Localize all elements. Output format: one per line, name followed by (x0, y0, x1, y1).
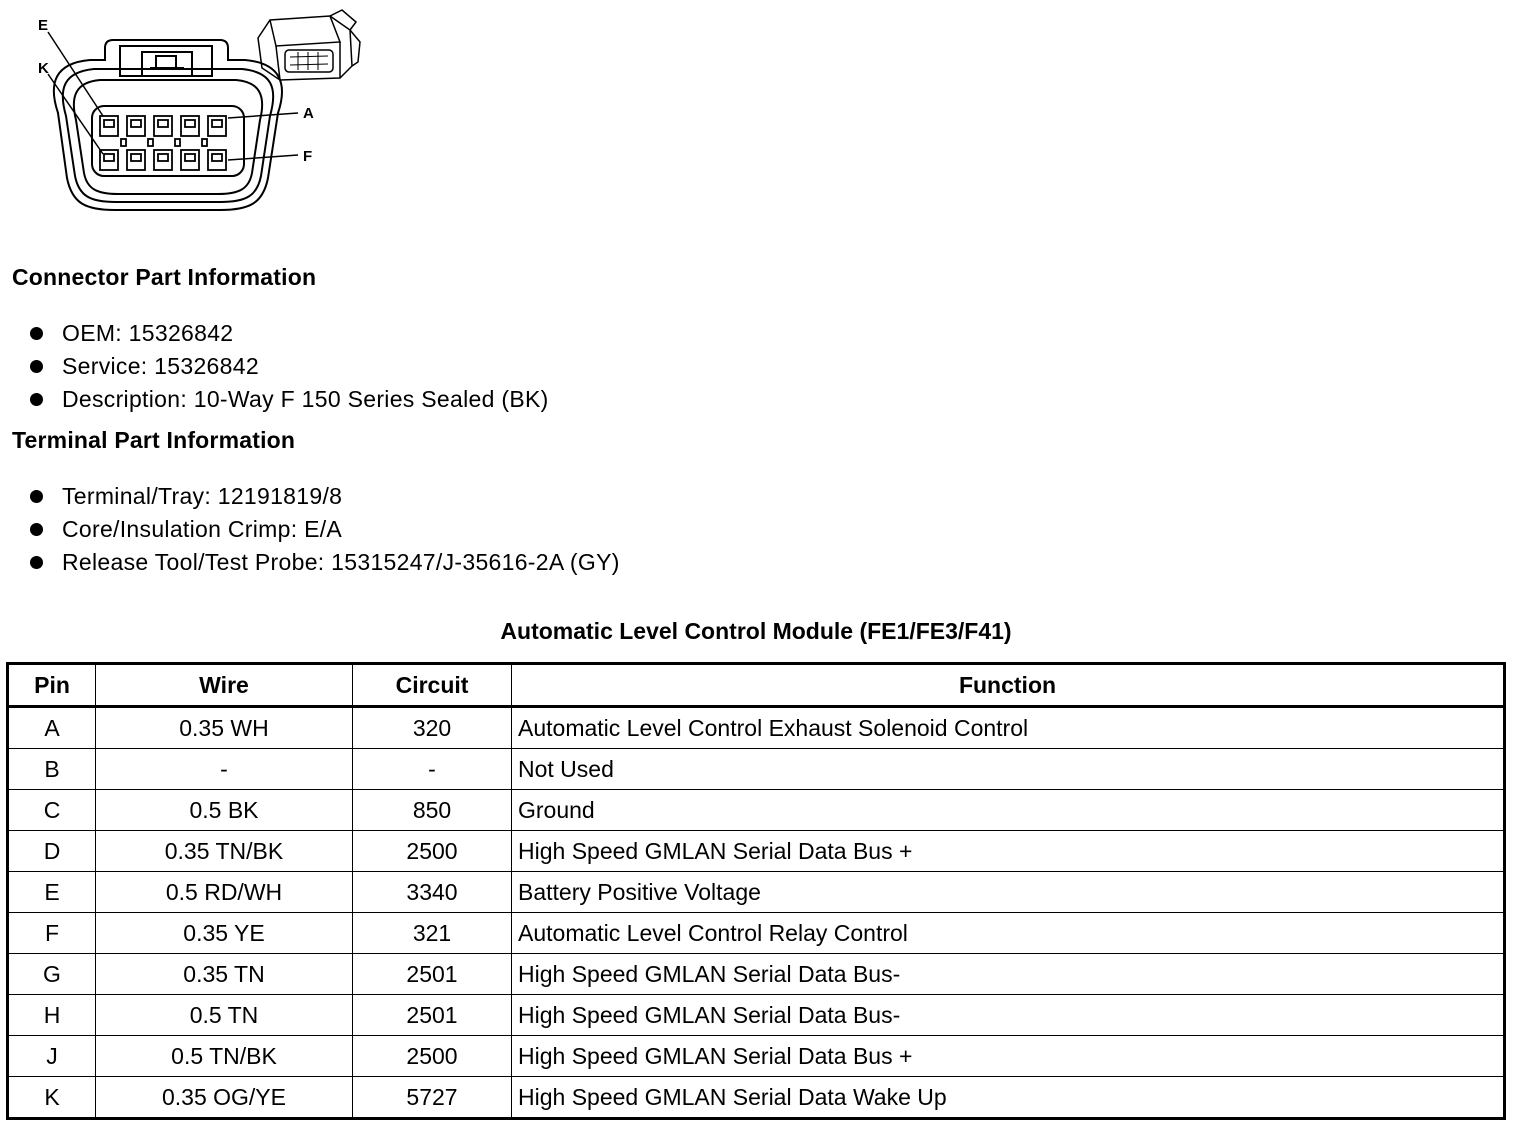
list-item: Service: 15326842 (28, 350, 549, 383)
terminal-part-info-list (28, 480, 620, 579)
wire-cell: 0.5 BK (96, 790, 353, 831)
list-item: Terminal/Tray: 12191819/8 (28, 480, 620, 513)
list-item: OEM: 15326842 (28, 317, 549, 350)
terminal-cavity-inner (212, 120, 222, 127)
wire-cell: 0.5 TN (96, 995, 353, 1036)
circuit-cell: 2501 (353, 954, 512, 995)
wire-cell: 0.35 TN (96, 954, 353, 995)
label-k: K (38, 60, 49, 77)
circuit-cell: - (353, 749, 512, 790)
function-cell: High Speed GMLAN Serial Data Wake Up (512, 1077, 1505, 1119)
terminal-cavity-inner (158, 154, 168, 161)
table-row (8, 995, 1505, 1036)
pin-cell: E (8, 872, 96, 913)
column-header-pin: Pin (8, 664, 96, 707)
table-row (8, 1077, 1505, 1119)
pin-cell: F (8, 913, 96, 954)
cavity-key (148, 139, 153, 146)
table-row (8, 707, 1505, 749)
wire-cell: 0.35 OG/YE (96, 1077, 353, 1119)
callout-line-k (48, 74, 103, 154)
table-title: Automatic Level Control Module (FE1/FE3/F41) (500, 618, 1012, 644)
cavity-key (175, 139, 180, 146)
circuit-cell: 320 (353, 707, 512, 749)
circuit-cell: 5727 (353, 1077, 512, 1119)
pin-cell: B (8, 749, 96, 790)
table-row (8, 749, 1505, 790)
pin-cell: H (8, 995, 96, 1036)
list-item: Description: 10-Way F 150 Series Sealed (BK) (28, 383, 549, 416)
pin-cell: K (8, 1077, 96, 1119)
table-row (8, 790, 1505, 831)
connector-part-info-list (28, 317, 549, 416)
function-cell: Ground (512, 790, 1505, 831)
function-cell: High Speed GMLAN Serial Data Bus + (512, 1036, 1505, 1077)
wire-cell: 0.35 TN/BK (96, 831, 353, 872)
table-row (8, 872, 1505, 913)
label-f: F (303, 148, 313, 165)
wire-cell: 0.35 WH (96, 707, 353, 749)
circuit-cell: 2500 (353, 831, 512, 872)
list-item: Release Tool/Test Probe: 15315247/J-35616-2A (GY) (28, 546, 620, 579)
pin-cell: A (8, 707, 96, 749)
pin-cell: D (8, 831, 96, 872)
function-cell: Automatic Level Control Exhaust Solenoid Control (512, 707, 1505, 749)
bullet-icon (30, 360, 43, 373)
pin-cell: J (8, 1036, 96, 1077)
callout-line-a (228, 113, 298, 118)
terminal-cavity-inner (158, 120, 168, 127)
column-header-function: Function (512, 664, 1505, 707)
bullet-icon (30, 327, 43, 340)
terminal-cavity-inner (185, 154, 195, 161)
function-cell: Battery Positive Voltage (512, 872, 1505, 913)
table-row (8, 831, 1505, 872)
terminal-cavity-inner (131, 120, 141, 127)
table-row (8, 913, 1505, 954)
bullet-icon (30, 393, 43, 406)
table-header-row (8, 664, 1505, 707)
pin-cell: C (8, 790, 96, 831)
connector-part-info-heading: Connector Part Information (12, 264, 317, 290)
bullet-icon (30, 556, 43, 569)
terminal-cavity-inner (185, 120, 195, 127)
circuit-cell: 850 (353, 790, 512, 831)
terminal-cavity-inner (104, 154, 114, 161)
cavity-key (202, 139, 207, 146)
column-header-wire: Wire (96, 664, 353, 707)
list-item: Core/Insulation Crimp: E/A (28, 513, 620, 546)
terminal-cavity-inner (131, 154, 141, 161)
label-e: E (38, 17, 49, 34)
column-header-circuit: Circuit (353, 664, 512, 707)
function-cell: High Speed GMLAN Serial Data Bus + (512, 831, 1505, 872)
bullet-icon (30, 523, 43, 536)
terminal-cavity-inner (104, 120, 114, 127)
wire-cell: - (96, 749, 353, 790)
circuit-cell: 2501 (353, 995, 512, 1036)
table-row (8, 1036, 1505, 1077)
table-body (8, 707, 1505, 1119)
wire-cell: 0.5 TN/BK (96, 1036, 353, 1077)
wire-cell: 0.5 RD/WH (96, 872, 353, 913)
function-cell: Automatic Level Control Relay Control (512, 913, 1505, 954)
pinout-table (6, 662, 1506, 1120)
wire-cell: 0.35 YE (96, 913, 353, 954)
circuit-cell: 3340 (353, 872, 512, 913)
circuit-cell: 2500 (353, 1036, 512, 1077)
pin-cell: G (8, 954, 96, 995)
connector-face-diagram (30, 8, 370, 223)
function-cell: Not Used (512, 749, 1505, 790)
label-a: A (303, 105, 314, 122)
table-row (8, 954, 1505, 995)
terminal-cavity-inner (212, 154, 222, 161)
circuit-cell: 321 (353, 913, 512, 954)
bullet-icon (30, 490, 43, 503)
function-cell: High Speed GMLAN Serial Data Bus- (512, 954, 1505, 995)
cavity-key (121, 139, 126, 146)
terminal-part-info-heading: Terminal Part Information (12, 427, 296, 453)
function-cell: High Speed GMLAN Serial Data Bus- (512, 995, 1505, 1036)
